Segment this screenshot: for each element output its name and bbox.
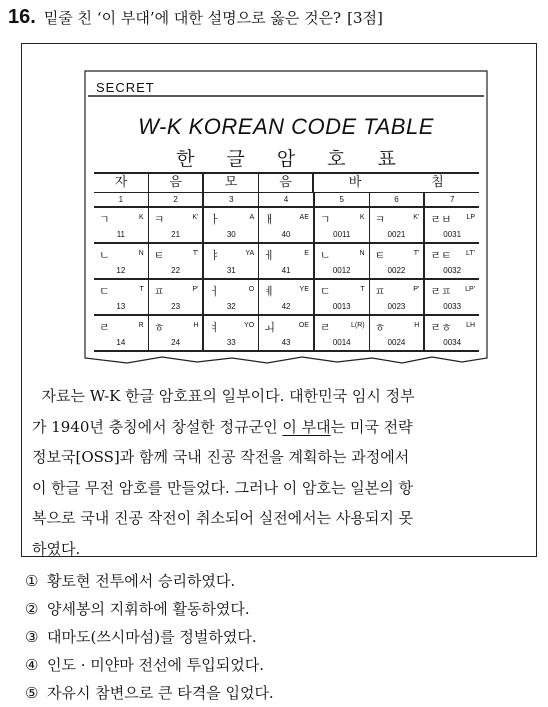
code-number: 0021: [387, 230, 406, 239]
code-number: 0034: [443, 338, 462, 347]
code-romanization: OE: [298, 322, 309, 329]
code-cell: [259, 316, 315, 350]
code-letter: ㄹ: [319, 321, 331, 334]
code-number: 23: [171, 302, 181, 311]
code-letter: ㄴ: [319, 249, 331, 262]
passage-line: [32, 381, 528, 412]
column-number-row: [94, 193, 479, 208]
code-cell: [94, 280, 149, 314]
code-cell: [94, 208, 149, 242]
code-number: 0033: [443, 302, 462, 311]
choice-text: 대마도(쓰시마섬)를 정벌하였다.: [47, 628, 257, 646]
code-number: 30: [226, 230, 236, 239]
question-number: 16.: [8, 6, 36, 28]
choice-4[interactable]: [25, 651, 274, 679]
passage-line: 복으로 국내 진공 작전이 취소되어 실전에서는 사용되지 못: [32, 509, 414, 527]
code-cell: [204, 280, 259, 314]
code-number: 0022: [387, 266, 406, 275]
passage-text: 자료는 W-K 한글 암호표의 일부이다. 대한민국 임시 정부: [41, 387, 415, 405]
code-number: 13: [116, 302, 126, 311]
code-letter: ㄴ: [99, 249, 110, 262]
code-romanization: K: [139, 214, 144, 221]
code-letter: ㄱ: [319, 213, 331, 226]
group-header: 음: [149, 174, 204, 192]
source-box: [21, 43, 537, 557]
code-letter: ㄱ: [99, 213, 110, 226]
code-number: 33: [226, 338, 236, 347]
group-header: 바: [348, 175, 362, 190]
column-number: 7: [449, 195, 455, 204]
choice-text: 인도 · 미얀마 전선에 투입되었다.: [47, 656, 264, 674]
code-romanization: H: [193, 322, 199, 329]
code-number: 11: [116, 230, 126, 239]
code-letter: ㄹㅂ: [430, 213, 452, 226]
code-number: 31: [226, 266, 236, 275]
code-number: 41: [281, 266, 291, 275]
code-cell: [149, 280, 205, 314]
code-letter: ㅍ: [153, 285, 165, 298]
code-letter: ㅋ: [374, 213, 386, 226]
code-romanization: A: [249, 214, 255, 221]
code-number: 40: [281, 230, 291, 239]
code-letter: ㄹㅌ: [430, 249, 452, 262]
code-romanization: LH: [466, 322, 476, 329]
choice-mark: ⑤: [25, 684, 39, 702]
code-letter: ㅚ: [264, 321, 275, 334]
code-number: 0012: [332, 266, 351, 275]
code-romanization: O: [248, 286, 255, 293]
group-header: 자: [94, 174, 149, 192]
code-number: 14: [116, 338, 126, 347]
code-rows: [94, 208, 479, 352]
code-cell: [259, 280, 315, 314]
code-letter: ㅎ: [153, 321, 165, 334]
code-cell: [425, 280, 479, 314]
column-number: 5: [315, 193, 370, 206]
code-letter: ㅋ: [153, 213, 165, 226]
code-romanization: K': [192, 214, 199, 221]
code-cell: [259, 244, 315, 278]
code-cell: [370, 280, 426, 314]
code-number: 0032: [443, 266, 462, 275]
code-number: 12: [116, 266, 126, 275]
code-romanization: L(R): [350, 322, 365, 329]
code-romanization: E: [304, 250, 309, 257]
code-cell: [425, 208, 479, 242]
choice-text: 양세봉의 지휘하에 활동하였다.: [47, 600, 250, 618]
code-number: 43: [281, 338, 291, 347]
code-romanization: T: [139, 286, 144, 293]
code-letter: ㅖ: [264, 285, 275, 298]
code-letter: ㄹㅎ: [430, 321, 452, 334]
code-number: 0023: [387, 302, 406, 311]
code-cell: [370, 208, 426, 242]
question-points: [3점]: [347, 9, 383, 27]
code-cell: [315, 208, 370, 242]
code-letter: ㄷ: [319, 285, 331, 298]
choice-3[interactable]: [25, 623, 274, 651]
group-header-row: [94, 172, 479, 193]
code-letter: ㅌ: [374, 249, 386, 262]
code-cell: [204, 208, 259, 242]
code-letter: ㅌ: [153, 249, 165, 262]
code-romanization: LT': [466, 250, 476, 257]
code-cell: [370, 316, 426, 350]
passage-line: 하였다.: [32, 539, 81, 558]
code-table-image: [82, 68, 490, 366]
code-letter: ㅕ: [209, 321, 221, 334]
passage-text: 가 1940년 충칭에서 창설한 정규군인: [32, 417, 283, 436]
code-letter: ㅓ: [209, 285, 221, 298]
code-letter: ㅐ: [264, 213, 275, 226]
code-cell: [149, 316, 205, 350]
code-table-subtitle: 한글암호표: [176, 148, 428, 170]
code-number: 0011: [333, 230, 351, 239]
code-cell: [370, 244, 426, 278]
code-letter: ㅍ: [374, 285, 386, 298]
code-romanization: N: [138, 250, 144, 257]
code-cell: [149, 244, 205, 278]
code-romanization: T': [413, 250, 420, 257]
code-row: [94, 316, 479, 352]
choice-mark: ②: [25, 600, 39, 618]
code-cell: [315, 316, 370, 350]
code-cell: [315, 244, 370, 278]
code-cell: [94, 244, 149, 278]
code-romanization: YA: [245, 250, 255, 257]
code-letter: ㄷ: [99, 285, 110, 298]
choice-1[interactable]: [25, 567, 274, 595]
code-romanization: LP': [465, 286, 476, 293]
code-row: [94, 244, 479, 280]
column-number: 1: [94, 193, 149, 206]
choice-mark: ③: [25, 628, 39, 646]
choice-text: 자유시 참변으로 큰 타격을 입었다.: [47, 684, 274, 702]
code-number: 0031: [443, 230, 462, 239]
question-text: 밑줄 친 ‘이 부대’에 대한 설명으로 옳은 것은?: [43, 9, 342, 27]
code-number: 24: [171, 338, 181, 347]
passage-text: 는 미국 전략: [330, 417, 413, 436]
passage-line: 정보국[OSS]과 함께 국내 진공 작전을 계획하는 과정에서: [32, 448, 410, 466]
code-letter: ㅔ: [264, 249, 275, 262]
column-number: 2: [149, 193, 205, 206]
underlined-unit: 이 부대: [282, 417, 331, 436]
code-romanization: P': [192, 286, 199, 293]
code-cell: [315, 280, 370, 314]
code-row: [94, 208, 479, 244]
choice-2[interactable]: [25, 595, 274, 623]
code-cell: [149, 208, 205, 242]
group-header: 모: [204, 174, 259, 192]
choice-5[interactable]: [25, 679, 274, 707]
code-number: 0014: [332, 338, 351, 347]
code-table-title: W-K KOREAN CODE TABLE: [138, 114, 434, 139]
choice-mark: ④: [25, 656, 39, 674]
choice-text: 황토현 전투에서 승리하였다.: [47, 572, 236, 590]
column-number: 4: [259, 193, 315, 206]
code-number: 0013: [332, 302, 351, 311]
code-letter: ㅎ: [374, 321, 386, 334]
code-cell: [425, 316, 479, 350]
code-cell: [94, 316, 149, 350]
code-romanization: T: [360, 286, 365, 293]
code-romanization: H: [414, 322, 420, 329]
column-number: 6: [370, 193, 426, 206]
secret-label: SECRET: [96, 80, 155, 95]
passage-line: 이 한글 무전 암호를 만들었다. 그러나 이 암호는 일본의 항: [32, 478, 413, 497]
passage: [32, 381, 528, 564]
code-number: 22: [171, 266, 181, 275]
code-cell: [204, 316, 259, 350]
code-letter: ㄹ: [99, 321, 110, 334]
code-cell: [204, 244, 259, 278]
code-romanization: K: [359, 214, 365, 221]
code-romanization: AE: [299, 214, 309, 221]
code-letter: ㅑ: [209, 249, 221, 262]
code-row: [94, 280, 479, 316]
group-header: 음: [259, 174, 314, 192]
code-letter: ㄹㅍ: [430, 285, 452, 298]
code-letter: ㅏ: [209, 213, 221, 226]
answer-choices: [25, 567, 274, 707]
question-header: [8, 6, 383, 29]
code-number: 21: [171, 230, 181, 239]
code-cell: [425, 244, 479, 278]
code-cell: [259, 208, 315, 242]
code-romanization: R: [138, 322, 144, 329]
passage-line: [32, 412, 528, 443]
code-romanization: N: [359, 250, 365, 257]
group-header: 침: [431, 175, 444, 190]
code-number: 32: [226, 302, 236, 311]
choice-mark: ①: [25, 572, 39, 590]
code-romanization: T': [192, 250, 199, 257]
code-number: 0024: [387, 338, 406, 347]
code-romanization: YE: [299, 286, 309, 293]
code-romanization: K': [413, 214, 420, 221]
code-romanization: YO: [244, 322, 255, 329]
code-romanization: LP: [466, 214, 476, 221]
code-romanization: P': [413, 286, 420, 293]
code-grid: [94, 172, 479, 352]
column-number: 3: [204, 193, 259, 206]
code-number: 42: [281, 302, 291, 311]
